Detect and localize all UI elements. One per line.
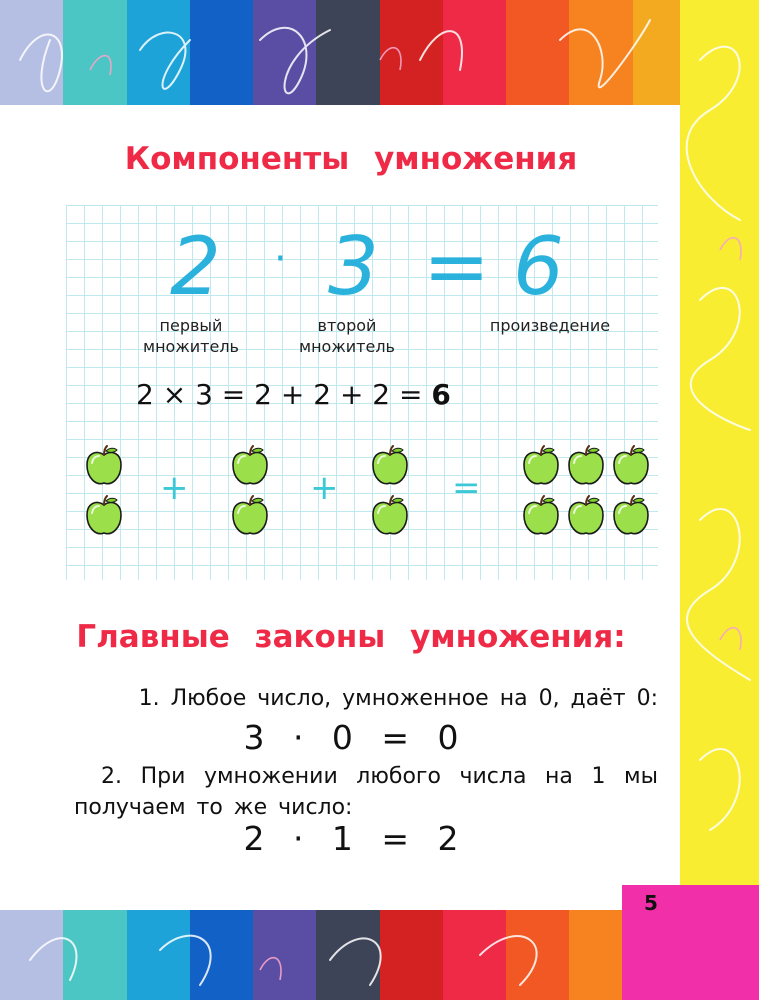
caption-second-factor-line2: множитель — [299, 337, 395, 356]
graph-paper-area — [66, 205, 658, 580]
equals-sign-apples: = — [452, 468, 481, 508]
law-1-example: 3 · 0 = 0 — [243, 718, 459, 757]
apple-icon — [370, 495, 410, 537]
product-digit: 6 — [513, 220, 564, 313]
color-stripe — [127, 910, 190, 1000]
color-stripe — [0, 0, 63, 105]
plus-sign-1: + — [160, 468, 189, 508]
color-stripe — [127, 0, 190, 105]
caption-first-factor-line2: множитель — [143, 337, 239, 356]
color-stripe — [443, 910, 506, 1000]
color-stripe — [190, 0, 253, 105]
color-stripe — [506, 0, 569, 105]
top-stripe-band — [0, 0, 759, 105]
apple-icon — [370, 445, 410, 487]
color-stripe — [380, 0, 443, 105]
section-title-laws: Главные законы умножения: — [76, 619, 626, 655]
factor-2-digit: 3 — [328, 220, 379, 313]
law-1-text: 1. Любое число, умноженное на 0, даёт 0: — [138, 686, 658, 711]
law-2-example: 2 · 1 = 2 — [243, 819, 459, 858]
caption-first-factor-line1: первый — [159, 316, 223, 335]
apple-icon — [230, 445, 270, 487]
color-stripe — [380, 910, 443, 1000]
apple-icon — [230, 495, 270, 537]
factor-1-digit: 2 — [170, 220, 221, 313]
multiplication-dot: · — [274, 236, 287, 282]
page-number: 5 — [644, 891, 658, 915]
law-2-text: 2. При умножении любого числа на 1 мы получаем то же число: — [74, 764, 658, 820]
caption-first-factor — [126, 315, 256, 357]
right-yellow-band — [680, 0, 759, 1000]
color-stripe — [253, 910, 316, 1000]
apple-icon — [84, 495, 124, 537]
color-stripe — [316, 910, 379, 1000]
apple-icon — [566, 445, 606, 487]
page-number-badge — [622, 885, 759, 1000]
apple-icon — [566, 495, 606, 537]
caption-product: произведение — [489, 316, 611, 335]
equals-sign-big: = — [423, 220, 491, 313]
repeated-addition-text: 2 × 3 = 2 + 2 + 2 = — [136, 378, 432, 411]
apple-icon — [521, 495, 561, 537]
apple-icon — [611, 445, 651, 487]
color-stripe — [253, 0, 316, 105]
color-stripe — [190, 910, 253, 1000]
color-stripe — [569, 0, 632, 105]
color-stripe — [63, 0, 126, 105]
repeated-addition-result: 6 — [431, 378, 451, 411]
apple-icon — [521, 445, 561, 487]
color-stripe — [506, 910, 569, 1000]
repeated-addition-equation — [136, 378, 451, 411]
apple-icon — [611, 495, 651, 537]
caption-second-factor — [282, 315, 412, 357]
color-stripe — [0, 910, 63, 1000]
color-stripe — [63, 910, 126, 1000]
color-stripe — [316, 0, 379, 105]
section-title-components: Компоненты умножения — [124, 141, 578, 177]
color-stripe — [443, 0, 506, 105]
plus-sign-2: + — [310, 468, 339, 508]
apple-icon — [84, 445, 124, 487]
caption-second-factor-line1: второй — [317, 316, 377, 335]
